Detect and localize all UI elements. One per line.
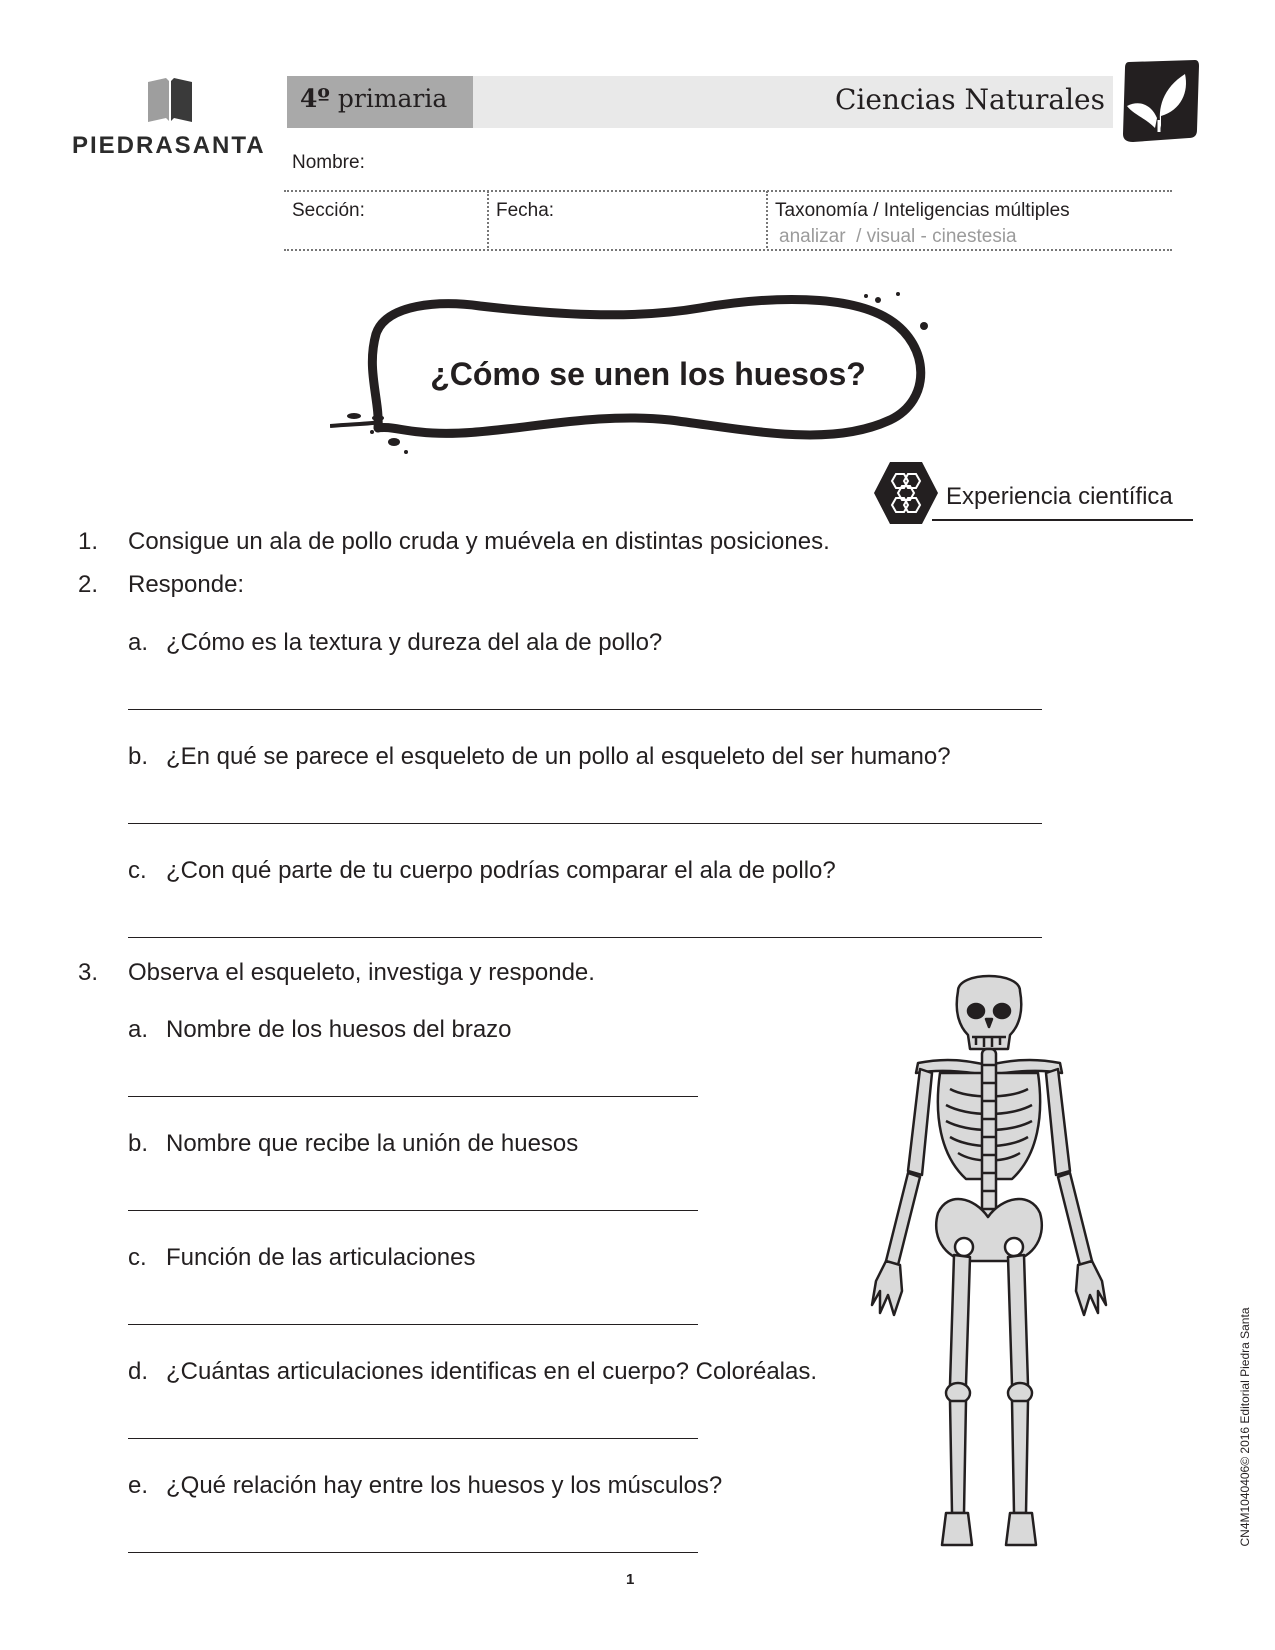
divider — [932, 519, 1193, 521]
date-label: Fecha: — [496, 200, 555, 221]
grade-level: primaria — [337, 84, 448, 113]
question-text: Nombre que recibe la unión de huesos — [166, 1130, 579, 1157]
question-letter: c. — [128, 1244, 147, 1271]
answer-line[interactable] — [128, 1096, 698, 1097]
step-number: 3. — [78, 959, 99, 986]
taxonomy-label: Taxonomía / Inteligencias múltiples — [775, 200, 1070, 221]
question-text: ¿Qué relación hay entre los huesos y los músculos? — [166, 1472, 723, 1499]
question-letter: e. — [128, 1472, 149, 1499]
leaf-icon — [1119, 58, 1201, 144]
page-title: ¿Cómo se unen los huesos? — [430, 356, 866, 392]
step-number: 1. — [78, 528, 99, 555]
question-letter: b. — [128, 1130, 149, 1157]
grade-label — [300, 84, 447, 113]
question-text: ¿En qué se parece el esqueleto de un pollo al esqueleto del ser humano? — [166, 743, 951, 770]
divider — [487, 191, 489, 248]
subject-title: Ciencias Naturales — [834, 83, 1105, 116]
page-number: 1 — [626, 1571, 635, 1588]
question-text: Función de las articulaciones — [166, 1244, 476, 1271]
question-text: ¿Cuántas articulaciones identificas en el cuerpo? Coloréalas. — [166, 1358, 818, 1385]
book-logo-icon — [144, 76, 196, 124]
activity-type: Experiencia científica — [946, 483, 1173, 510]
step-text: Observa el esqueleto, investiga y responde. — [128, 959, 595, 986]
question-text: Nombre de los huesos del brazo — [166, 1016, 512, 1043]
answer-line[interactable] — [128, 709, 1042, 710]
answer-line[interactable] — [128, 1552, 698, 1553]
question-letter: a. — [128, 629, 149, 656]
step-number: 2. — [78, 571, 99, 598]
divider — [284, 190, 1172, 192]
question-letter: b. — [128, 743, 149, 770]
question-letter: a. — [128, 1016, 149, 1043]
section-label: Sección: — [292, 200, 365, 221]
step-text: Responde: — [128, 571, 245, 598]
question-letter: d. — [128, 1358, 149, 1385]
divider — [766, 191, 768, 248]
answer-line[interactable] — [128, 823, 1042, 824]
molecule-hexagon-icon — [872, 460, 940, 526]
skeleton-illustration — [858, 965, 1118, 1557]
answer-line[interactable] — [128, 1438, 698, 1439]
answer-line[interactable] — [128, 937, 1042, 938]
question-text: ¿Con qué parte de tu cuerpo podrías comparar el ala de pollo? — [166, 857, 836, 884]
copyright-credit: CN4M1040406© 2016 Editorial Piedra Santa — [1238, 1307, 1252, 1547]
answer-line[interactable] — [128, 1324, 698, 1325]
divider — [284, 249, 1172, 251]
question-text: ¿Cómo es la textura y dureza del ala de pollo? — [166, 629, 663, 656]
name-label: Nombre: — [292, 152, 365, 173]
taxonomy-values: analizar / visual - cinestesia — [779, 226, 1017, 247]
step-text: Consigue un ala de pollo cruda y muévela en distintas posiciones. — [128, 528, 830, 555]
publisher-logo: PIEDRASANTA — [72, 132, 266, 159]
answer-line[interactable] — [128, 1210, 698, 1211]
question-letter: c. — [128, 857, 147, 884]
grade-number: 4º — [300, 84, 330, 113]
